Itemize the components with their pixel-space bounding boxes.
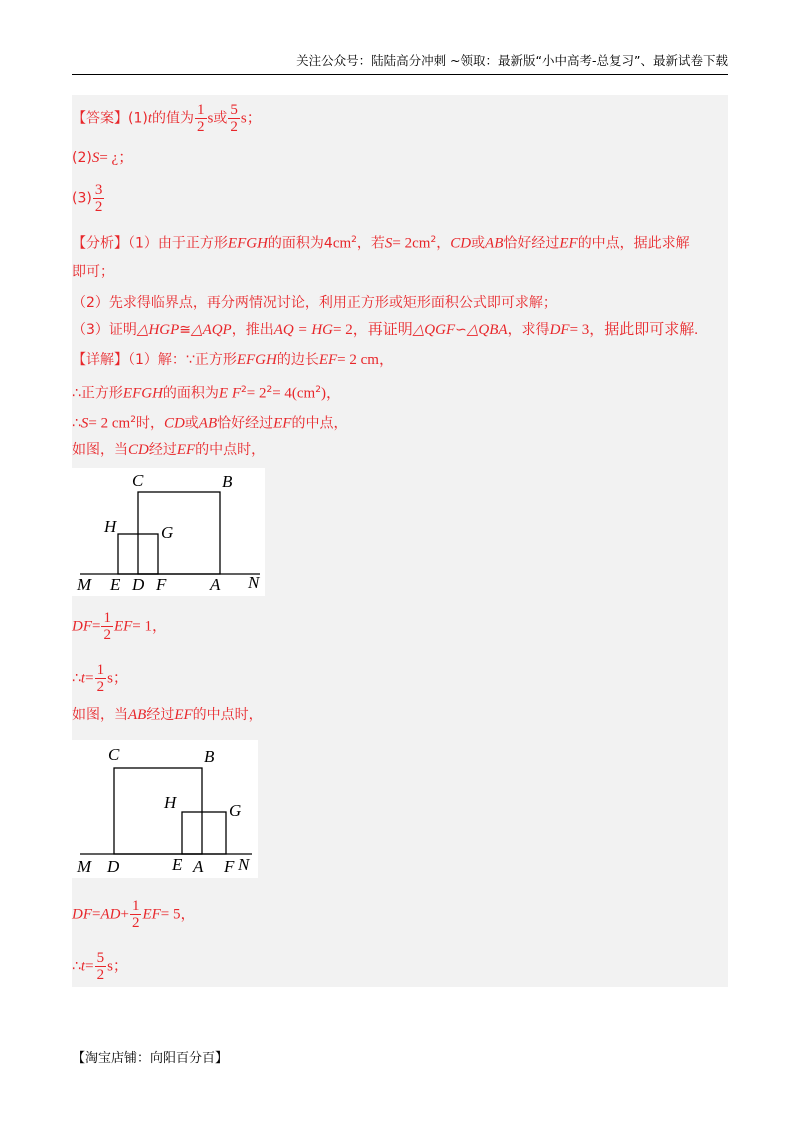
- analysis-line-1: 【分析】（1）由于正方形EFGH的面积为$4cm^2$，若$S= 2cm^2$，CD或AB恰好经过EF的中点，据此求解: [72, 235, 690, 252]
- label-d: D: [132, 575, 145, 594]
- label-n: N: [238, 855, 250, 874]
- detail-line-7: 如图，当AB经过EF的中点时，: [72, 707, 263, 723]
- label-h: H: [164, 793, 177, 812]
- detail-line-1: 【详解】（1）解：∵正方形EFGH的边长EF= 2 cm，: [72, 352, 394, 368]
- label-b: B: [204, 747, 215, 766]
- detail-line-6: ∴t= $\frac{1}{2}$ s；: [72, 662, 128, 695]
- label-m: M: [77, 857, 92, 876]
- answer-line-2: (2)S= ¿；: [72, 150, 134, 166]
- analysis-line-3: （2）先求得临界点，再分两情况讨论，利用正方形或矩形面积公式即可求解；: [72, 295, 557, 311]
- page-header: 关注公众号：陆陆高分冲刺 ~领取：最新版“小中高考-总复习”、最新试卷下载: [296, 53, 728, 68]
- figure-ab-through-ef-midpoint: [72, 740, 258, 878]
- detail-line-9: ∴t= $\frac{5}{2}$ s；: [72, 950, 128, 983]
- square-abcd: [138, 492, 220, 574]
- label-g: G: [161, 523, 174, 542]
- fraction: $\frac{1}{2}$: [197, 102, 205, 135]
- header-rule: [72, 74, 728, 75]
- label-h: H: [104, 517, 117, 536]
- label-c: C: [132, 471, 144, 490]
- fraction: $\frac{1}{2}$: [96, 662, 105, 695]
- answer-line-1: 【答案】(1)t的值为 $\frac{1}{2}$ s或 $\frac{5}{2}$ s；: [72, 102, 262, 135]
- label-f: F: [156, 575, 167, 594]
- fraction: $\frac{3}{2}$: [94, 182, 103, 215]
- detail-label: 【详解】: [72, 352, 128, 368]
- page-footer: 【淘宝店铺：向阳百分百】: [72, 1051, 229, 1066]
- analysis-label: 【分析】: [72, 235, 128, 252]
- analysis-line-4: （3）证明△HGP≅△AQP，推出AQ = HG= 2，再证明△QGF∽△QBA，求得DF= 3，据此即可求解.: [72, 322, 699, 338]
- label-g: G: [229, 801, 242, 820]
- fraction: $\frac{1}{2}$: [103, 610, 111, 643]
- label-f: F: [224, 857, 235, 876]
- label-a: A: [210, 575, 221, 594]
- label-a: A: [193, 857, 204, 876]
- figure-cd-through-ef-midpoint: [72, 468, 265, 596]
- analysis-line-2: 即可；: [72, 264, 114, 280]
- label-b: B: [222, 472, 233, 491]
- detail-line-5: DF= $\frac{1}{2}$ EF= 1，: [72, 610, 168, 643]
- answer-label: 【答案】: [72, 110, 128, 127]
- square-abcd: [114, 768, 202, 854]
- fraction: $\frac{1}{2}$: [131, 898, 140, 931]
- detail-line-2: ∴正方形EFGH的面积为E $F^2= 2^2= 4(cm^2)$，: [72, 385, 341, 402]
- label-d: D: [107, 857, 120, 876]
- label-n: N: [248, 573, 260, 592]
- detail-line-4: 如图，当CD经过EF的中点时，: [72, 442, 266, 458]
- label-e: E: [172, 855, 183, 874]
- fraction: $\frac{5}{2}$: [230, 102, 238, 135]
- label-e: E: [110, 575, 121, 594]
- square-efgh: [182, 812, 226, 854]
- detail-line-8: DF=AD+ $\frac{1}{2}$ EF= 5，: [72, 898, 196, 931]
- answer-line-3: (3) $\frac{3}{2}$: [72, 182, 103, 215]
- detail-line-3: ∴S= 2 $cm^2$时，CD或AB恰好经过EF的中点，: [72, 415, 348, 432]
- fraction: $\frac{5}{2}$: [96, 950, 105, 983]
- label-c: C: [108, 745, 120, 764]
- label-m: M: [77, 575, 92, 594]
